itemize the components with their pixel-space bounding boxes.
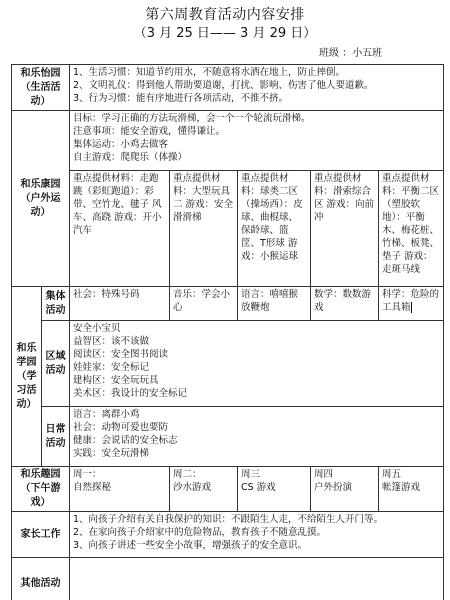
- row-outdoor-goals: [12, 111, 444, 171]
- row-learning-area: [12, 321, 444, 407]
- row-learning-daily: [12, 407, 444, 467]
- life-line-2: 2、文明礼仪：得到他人帮助要道谢，打扰、影响、伤害了他人要道歉。: [73, 80, 374, 91]
- category-other: 其他活动: [12, 558, 70, 600]
- daily-line-3: 健康：会说话的安全标志: [73, 435, 178, 446]
- daily-line-1: 语言：离群小鸡: [73, 409, 140, 420]
- category-life: 和乐怡园（生活活动）: [12, 65, 70, 111]
- category-learning: 和乐学园（学习活动）: [12, 287, 42, 467]
- outdoor-group-line: 集体运动：小鸡去做客: [73, 139, 169, 150]
- daily-line-2: 社会：动物可爱也要防: [73, 422, 169, 433]
- afternoon-day-1: [70, 467, 170, 512]
- row-afternoon: [12, 467, 444, 512]
- row-learning-group: [12, 287, 444, 321]
- afternoon-day-3: [238, 467, 311, 512]
- afternoon-day-2: [170, 467, 238, 512]
- other-content: [70, 558, 444, 600]
- parents-content: [70, 512, 444, 558]
- outdoor-zone-2: 重点提供材料：大型玩具二 游戏：安全滑滑梯: [170, 171, 238, 287]
- life-content: [70, 65, 444, 111]
- afternoon-day-4-activity: 户外扮演: [314, 482, 353, 493]
- sub-daily-activity: 日常活动: [42, 407, 70, 467]
- category-parents: 家长工作: [12, 512, 70, 558]
- sub-area-activity: 区域活动: [42, 321, 70, 407]
- afternoon-day-5-activity: 帐篷游戏: [382, 482, 421, 493]
- outdoor-notice-line: 注意事项：能安全游戏，懂得谦让。: [73, 126, 226, 137]
- afternoon-day-2-label: 周二：: [173, 469, 202, 480]
- daily-line-4: 实践：安全玩滑梯: [73, 448, 150, 459]
- parents-line-2: 2、在家向孩子介绍家中的危险物品，教育孩子不随意乱摸。: [73, 527, 327, 538]
- class-name: 小五班: [352, 48, 383, 59]
- area-line-4: 娃娃家：安全标记: [73, 362, 150, 373]
- outdoor-goal-line: 目标：学习正确的方法玩滑梯，会一个一个轮流玩滑梯。: [73, 113, 311, 124]
- outdoor-zone-1: 重点提供材料：走跑跳（彩虹跑道）：彩带、空竹龙、毽子 风车、高跷 游戏：开小汽车: [70, 171, 170, 287]
- outdoor-goals: [70, 111, 444, 171]
- outdoor-free-line: 自主游戏：爬爬乐（体操）: [73, 152, 188, 163]
- daily-content: [70, 407, 444, 467]
- afternoon-day-1-activity: 自然探秘: [73, 482, 112, 493]
- group-item-1: 社会：特殊号码: [70, 287, 170, 321]
- afternoon-day-3-label: 周三: [241, 469, 261, 480]
- class-label: 班级 ：: [319, 48, 353, 59]
- row-life: [12, 65, 444, 111]
- outdoor-zone-4: 重点提供材料：滑索综合区 游戏：向前冲: [311, 171, 379, 287]
- area-line-5: 建构区：安全玩玩具: [73, 375, 159, 386]
- group-item-2: 音乐：学会小心: [170, 287, 238, 321]
- afternoon-day-4-label: 周四: [314, 469, 334, 480]
- area-line-1: 安全小宝贝: [73, 323, 121, 334]
- outdoor-zone-5: 重点提供材料：平衡二区（塑胶软地）：平衡木、梅花桩、竹梯、板凳、垫子 游戏：走斑马线: [379, 171, 444, 287]
- afternoon-day-1-label: 周一：: [73, 469, 102, 480]
- area-line-2: 益智区：该不该做: [73, 336, 150, 347]
- row-outdoor-zones: [12, 171, 444, 287]
- group-item-3: 语言：嘻嘻猴放鞭炮: [238, 287, 311, 321]
- life-line-1: 1、生活习惯：知道节约用水，不随意将水洒在地上，防止摔倒。: [73, 67, 346, 78]
- parents-line-1: 1、向孩子介绍有关自我保护的知识：不跟陌生人走，不给陌生人开门等。: [73, 514, 384, 525]
- area-line-6: 美术区：我设计的安全标记: [73, 388, 188, 399]
- life-line-3: 3、行为习惯：能有序地进行各项活动，不推不挤。: [73, 93, 289, 104]
- area-line-3: 阅读区：安全图书阅读: [73, 349, 169, 360]
- afternoon-day-4: [311, 467, 379, 512]
- afternoon-day-3-activity: CS 游戏: [241, 482, 276, 493]
- area-content: [70, 321, 444, 407]
- week-dates: （3 月 25 日—— 3 月 29 日）: [133, 26, 317, 41]
- sub-group-activity: 集体活动: [42, 287, 70, 321]
- row-other: [12, 558, 444, 600]
- afternoon-day-2-activity: 沙水游戏: [173, 482, 212, 493]
- page-title: 第六周教育活动内容安排: [145, 7, 305, 23]
- group-item-5: [379, 287, 444, 321]
- group-item-4: 数学：数数游戏: [311, 287, 379, 321]
- schedule-table: [11, 64, 444, 600]
- category-afternoon: 和乐趣园（下午游戏）: [12, 467, 70, 512]
- afternoon-day-5: [379, 467, 444, 512]
- afternoon-day-5-label: 周五: [382, 469, 402, 480]
- category-outdoor: 和乐康园（户外运动）: [12, 111, 70, 287]
- group-item-5-text: 科学：危险的工具箱: [382, 289, 440, 313]
- class-line: [319, 48, 382, 60]
- outdoor-zone-3: 重点提供材料：球类二区（操场西）：皮球、曲棍球、保龄球、篮筐、T形球 游戏：小猴运球: [238, 171, 311, 287]
- parents-line-3: 3、向孩子讲述一些安全小故事，增强孩子的安全意识。: [73, 540, 308, 551]
- row-parents: [12, 512, 444, 558]
